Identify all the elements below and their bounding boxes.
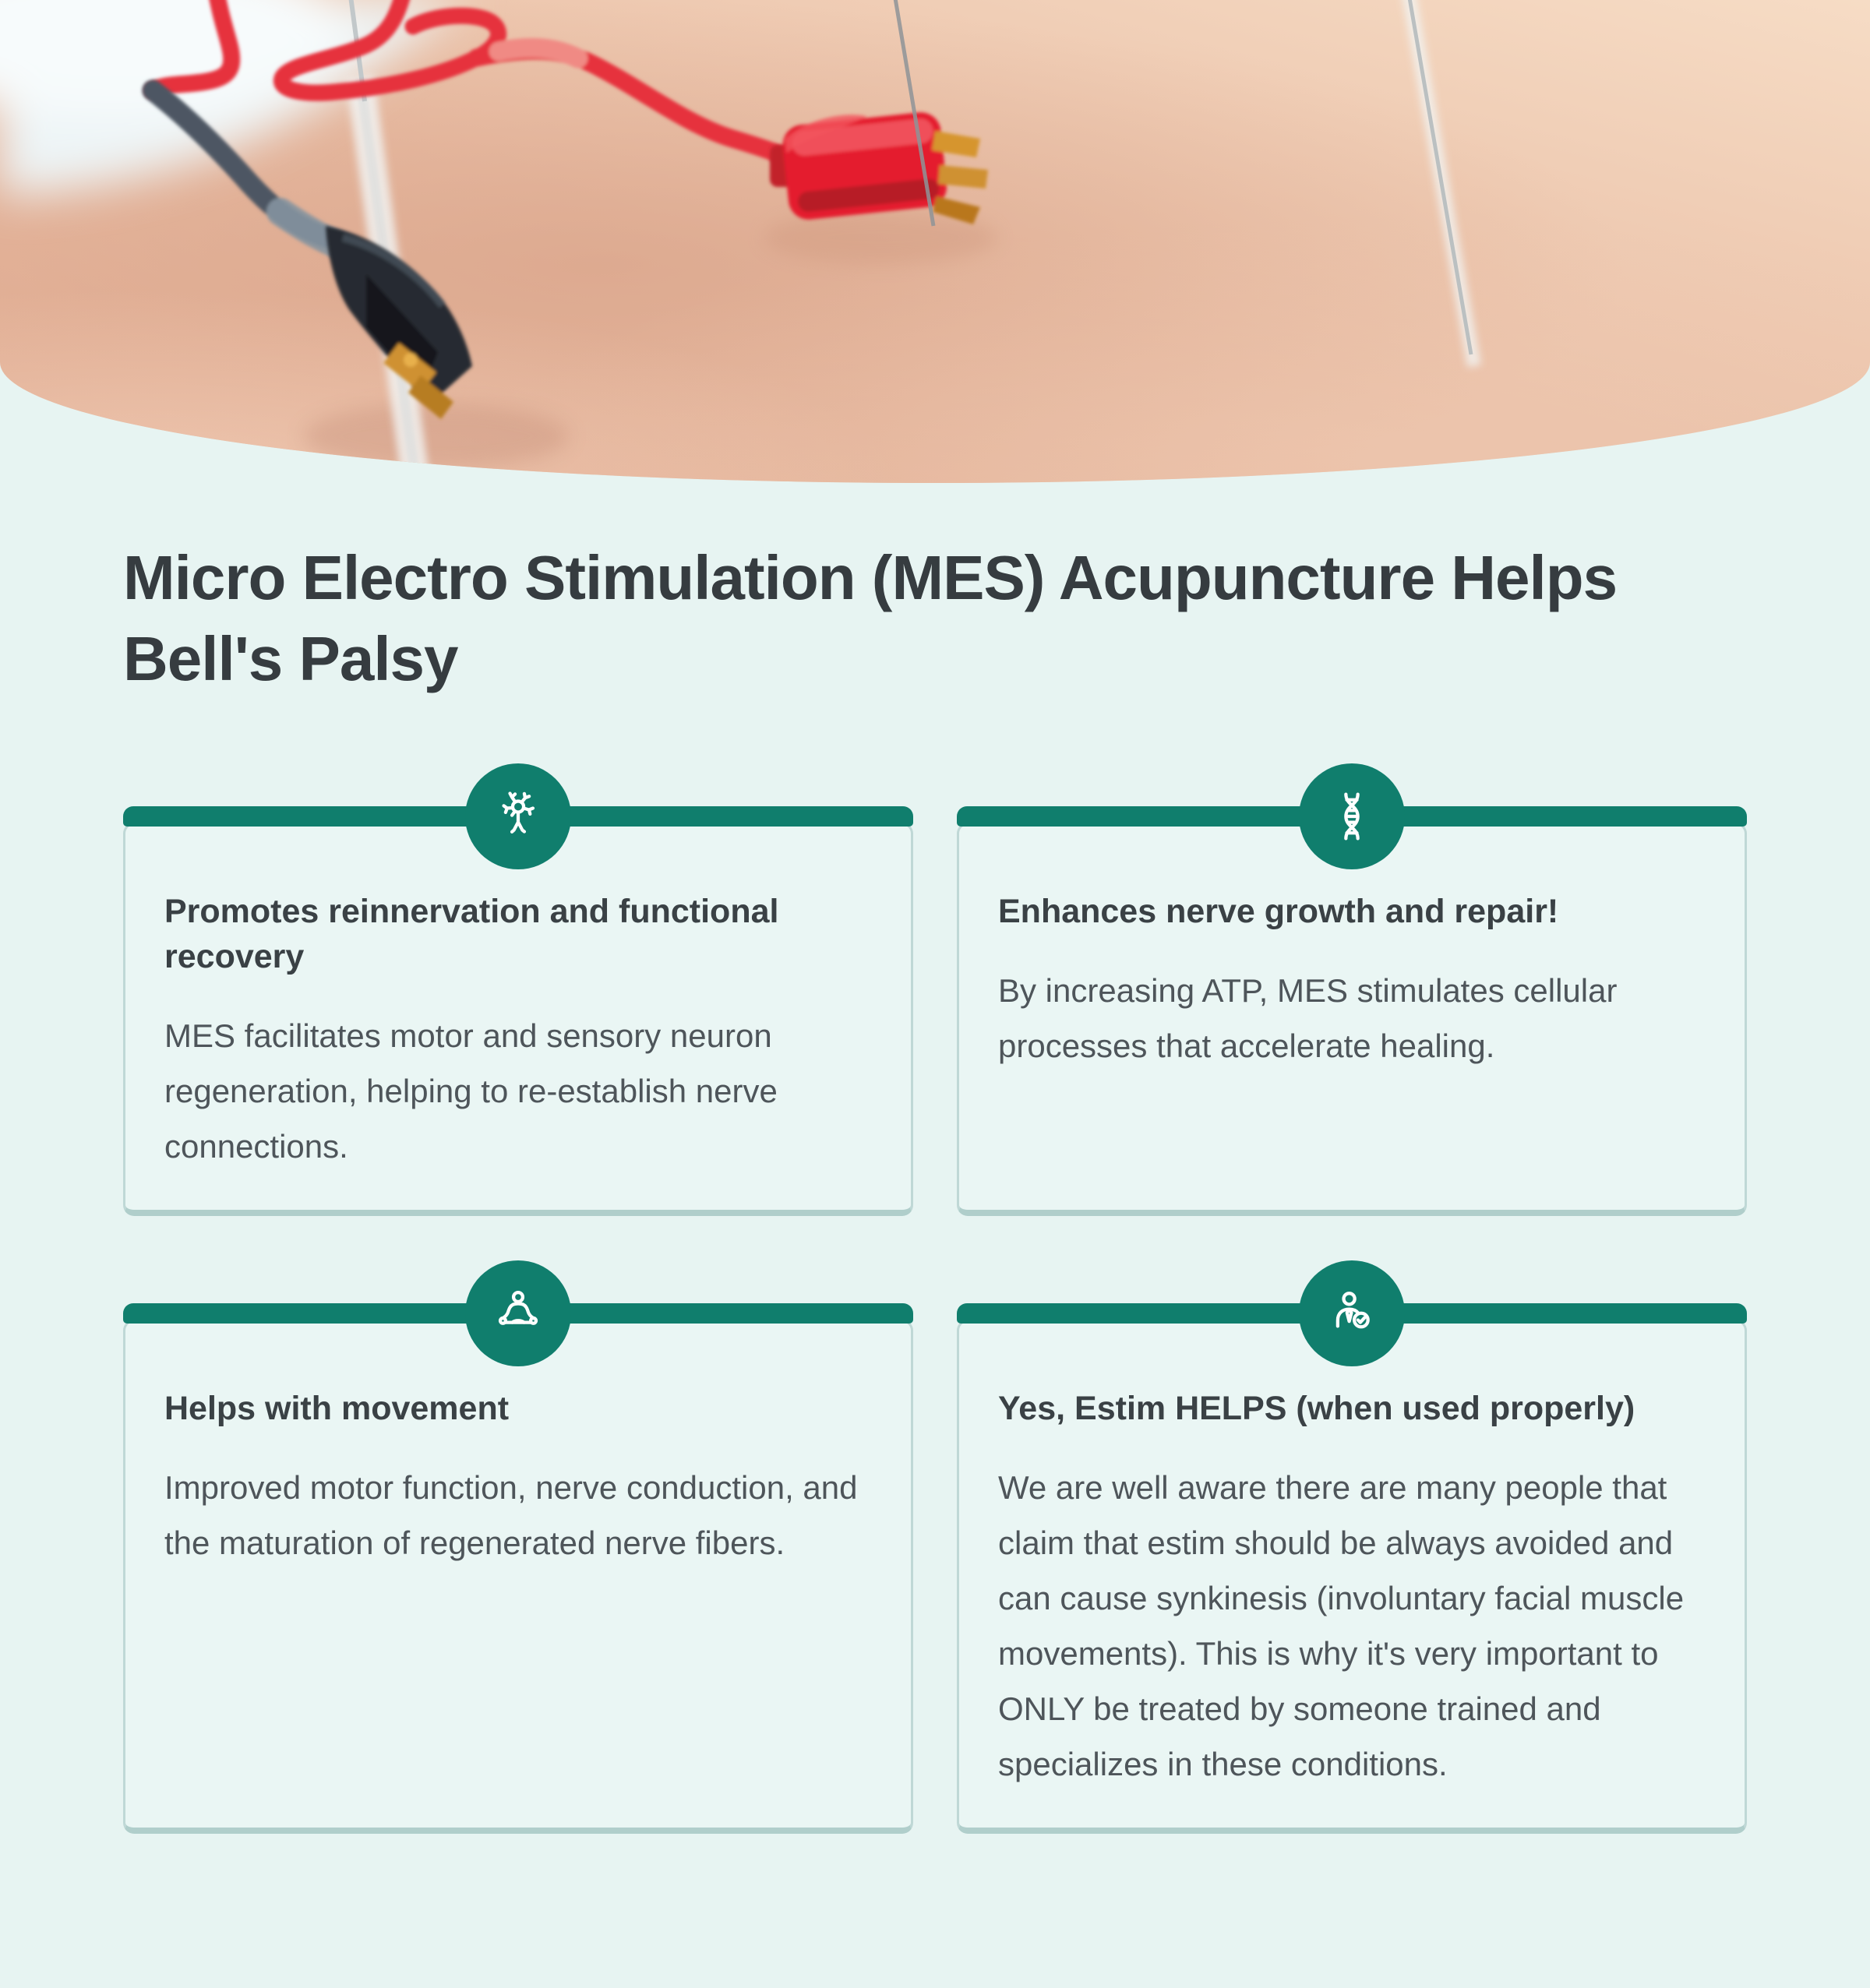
card-title: Yes, Estim HELPS (when used properly) bbox=[998, 1390, 1635, 1427]
neuron-icon bbox=[492, 790, 545, 843]
card-top-bar bbox=[957, 806, 1747, 827]
card-nerve-growth bbox=[957, 806, 1747, 1216]
clinician-check-icon bbox=[1325, 1287, 1378, 1340]
card-body-box bbox=[123, 823, 913, 1216]
cards-grid bbox=[123, 806, 1747, 1834]
card-title: Promotes reinnervation and functional recovery bbox=[164, 893, 779, 976]
meditation-icon bbox=[492, 1287, 545, 1340]
clinician-check-icon-badge bbox=[1299, 1260, 1405, 1366]
card-text: By increasing ATP, MES stimulates cellular processes that accelerate healing. bbox=[998, 972, 1618, 1065]
card-body-box bbox=[957, 1320, 1747, 1834]
hero-photo bbox=[0, 0, 1870, 483]
card-title: Enhances nerve growth and repair! bbox=[998, 893, 1559, 930]
card-estim-helps bbox=[957, 1303, 1747, 1834]
card-text: MES facilitates motor and sensory neuron regeneration, helping to re-establish nerve connections. bbox=[164, 1017, 778, 1165]
card-reinnervation bbox=[123, 806, 913, 1216]
page-title: Micro Electro Stimulation (MES) Acupuncture Helps Bell's Palsy bbox=[123, 543, 1618, 693]
card-top-bar bbox=[123, 1303, 913, 1324]
dna-icon bbox=[1325, 790, 1378, 843]
card-text: We are well aware there are many people that claim that estim should be always avoided and can cause synkinesis (involuntary facial muscle movements). This is why it's very important to ONLY be treated by someone trained and specializes in these conditions. bbox=[998, 1469, 1685, 1782]
card-body-box bbox=[957, 823, 1747, 1216]
meditation-icon-badge bbox=[465, 1260, 571, 1366]
card-movement bbox=[123, 1303, 913, 1834]
card-top-bar bbox=[957, 1303, 1747, 1324]
card-text: Improved motor function, nerve conduction, and the maturation of regenerated nerve fibers. bbox=[164, 1469, 858, 1562]
card-body-box bbox=[123, 1320, 913, 1834]
main-content bbox=[0, 538, 1870, 1834]
card-title: Helps with movement bbox=[164, 1390, 510, 1427]
card-top-bar bbox=[123, 806, 913, 827]
neuron-icon-badge bbox=[465, 763, 571, 869]
acupuncture-photo bbox=[0, 0, 1870, 483]
dna-icon-badge bbox=[1299, 763, 1405, 869]
